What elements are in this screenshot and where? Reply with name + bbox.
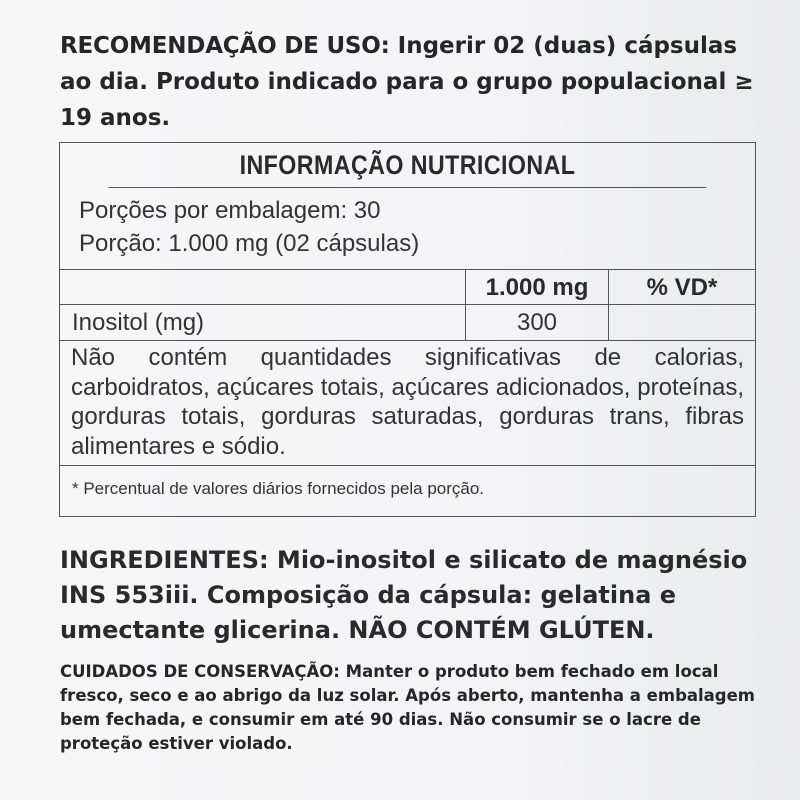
servings-per-package: Porções por embalagem: 30 bbox=[79, 197, 381, 224]
usage-recommendation-label: RECOMENDAÇÃO DE USO: bbox=[60, 33, 390, 59]
nutrition-table-title: INFORMAÇÃO NUTRICIONAL bbox=[109, 143, 707, 188]
ingredients bbox=[60, 543, 760, 648]
nutrient-dv bbox=[609, 305, 755, 340]
header-dv-cell: % VD* bbox=[646, 274, 718, 301]
ingredients-text: Mio-inositol e silicato de magnésio INS 553iii. Composição da cápsula: gelatina e umectante glicerina. bbox=[60, 546, 748, 644]
usage-recommendation bbox=[60, 28, 760, 136]
serving-info bbox=[60, 188, 755, 270]
ingredients-label: INGREDIENTES: bbox=[60, 546, 269, 574]
nutrition-facts-table bbox=[59, 142, 756, 517]
storage-instructions bbox=[60, 660, 760, 756]
gluten-free-statement: NÃO CONTÉM GLÚTEN. bbox=[348, 616, 655, 644]
header-nutrient-cell bbox=[60, 270, 466, 304]
header-amount-cell: 1.000 mg bbox=[466, 270, 609, 304]
storage-label: CUIDADOS DE CONSERVAÇÃO: bbox=[60, 662, 340, 681]
usage-recommendation-text: Ingerir 02 (duas) cápsulas ao dia. Produto indicado para o grupo populacional ≥ 19 anos. bbox=[60, 33, 754, 131]
nutrient-name: Inositol (mg) bbox=[60, 305, 466, 340]
dv-footnote: * Percentual de valores diários fornecidos pela porção. bbox=[72, 479, 485, 498]
table-row bbox=[60, 305, 755, 341]
nutrition-table-header-row bbox=[60, 270, 755, 305]
nutrient-amount: 300 bbox=[466, 305, 609, 340]
serving-size: Porção: 1.000 mg (02 cápsulas) bbox=[79, 230, 420, 257]
not-significant-statement: Não contém quantidades significativas de calorias, carboidratos, açúcares totais, açúcares adicionados, proteínas, gorduras totais, gorduras saturadas, gorduras trans, fibras alimentares e sódio. bbox=[60, 341, 755, 466]
storage-text: Manter o produto bem fechado em local fresco, seco e ao abrigo da luz solar. Após aberto, mantenha a embalagem bem fechada, e consumir em até 90 dias. Não consumir se o lacre de proteção estiver violado. bbox=[60, 662, 755, 753]
